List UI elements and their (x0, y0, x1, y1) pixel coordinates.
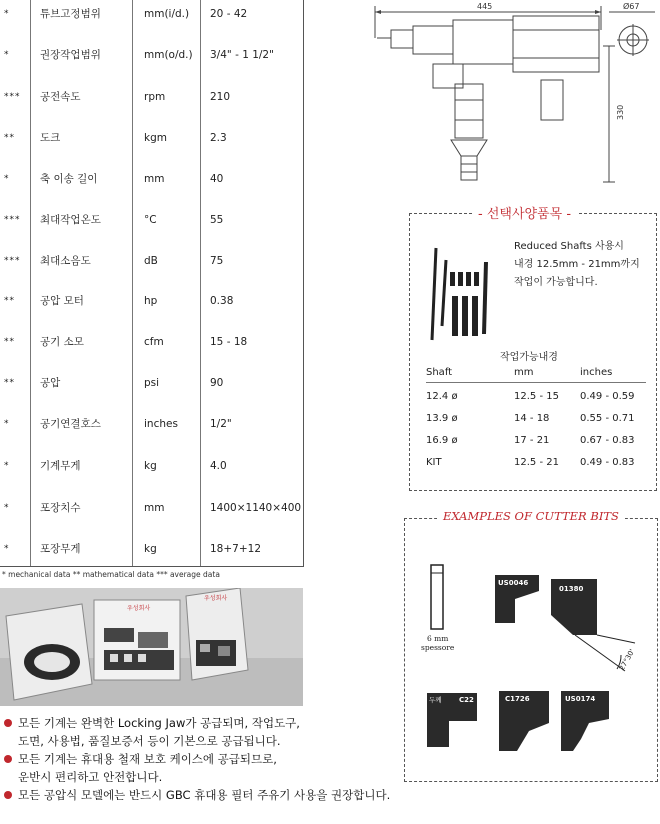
spec-stars: *** (4, 256, 21, 266)
technical-drawing (365, 0, 660, 190)
spec-name: 공전속도 (40, 91, 81, 103)
spec-name: 공기 소모 (40, 336, 84, 348)
spec-name: 포장치수 (40, 502, 81, 514)
cell-inches: 0.55 - 0.71 (580, 413, 635, 424)
spec-name: 공압 모터 (40, 295, 84, 307)
spec-row (0, 251, 303, 271)
spec-stars: ** (4, 378, 15, 388)
cell-shaft: 16.9 ø (426, 435, 458, 446)
spec-value: 0.38 (210, 295, 234, 307)
header-divider (426, 382, 646, 383)
spec-row (0, 291, 303, 311)
spec-unit: psi (144, 377, 160, 389)
spec-value: 18+7+12 (210, 543, 261, 555)
bullet-dot-icon (4, 755, 12, 763)
spec-row (0, 210, 303, 230)
width-dimension: 445 (477, 2, 493, 11)
cutter-bit-6mm (431, 565, 443, 629)
cutter-bits-box (404, 509, 658, 782)
spec-name: 공기연결호스 (40, 418, 101, 430)
bullet-dot-icon (4, 719, 12, 727)
column-divider (200, 0, 201, 566)
spec-stars: * (4, 419, 10, 429)
spec-stars: * (4, 9, 10, 19)
data-legend: * mechanical data ** mathematical data *** average data (2, 570, 220, 579)
bit-code-label: C22 (459, 696, 474, 704)
cell-inches: 0.49 - 0.59 (580, 391, 635, 402)
bit-angle-label: 27°30' (617, 647, 637, 672)
bit-code-label: C1726 (505, 695, 530, 703)
spec-unit: kgm (144, 132, 167, 144)
spec-value: 15 - 18 (210, 336, 248, 348)
spec-unit: hp (144, 295, 158, 307)
product-photo (0, 588, 303, 706)
desc-line: 내경 12.5mm - 21mm까지 (514, 259, 640, 270)
bullet-text: 모든 공압식 모델에는 반드시 GBC 휴대용 필터 주유기 사용을 권장합니다. (18, 788, 391, 802)
bullet-text: 모든 기계는 휴대용 철재 보호 케이스에 공급되므로, (18, 752, 277, 766)
spec-stars: * (4, 461, 10, 471)
cell-mm: 17 - 21 (514, 435, 550, 446)
spec-stars: * (4, 50, 10, 60)
spec-name: 축 이송 길이 (40, 173, 98, 185)
spec-unit: mm (144, 173, 165, 185)
table-row (426, 388, 646, 406)
spec-unit: dB (144, 255, 158, 267)
spec-value: 210 (210, 91, 231, 103)
spec-stars: ** (4, 296, 15, 306)
spec-value: 55 (210, 214, 224, 226)
cell-inches: 0.49 - 0.83 (580, 457, 635, 468)
bullet-text: 모든 기계는 완벽한 Locking Jaw가 공급되며, 작업도구, (18, 716, 300, 730)
bullet-dot-icon (4, 791, 12, 799)
spec-value: 20 - 42 (210, 8, 248, 20)
desc-line: Reduced Shafts 사용시 (514, 241, 624, 252)
diameter-dimension: Ø67 (623, 2, 640, 11)
spec-row (0, 373, 303, 393)
spec-unit: rpm (144, 91, 166, 103)
title-dash: - (478, 207, 487, 222)
reduced-shafts-image (428, 242, 510, 342)
spec-stars: ** (4, 337, 15, 347)
spec-unit: °C (144, 214, 157, 226)
header-mm: mm (514, 367, 534, 378)
spec-name: 최대소음도 (40, 255, 91, 267)
options-box (409, 207, 657, 491)
bit-code-label: 01380 (559, 585, 584, 593)
height-dimension: 330 (616, 104, 625, 120)
spec-stars: * (4, 174, 10, 184)
cell-shaft: 12.4 ø (426, 391, 458, 402)
spec-unit: mm (144, 502, 165, 514)
spec-row (0, 539, 303, 559)
bit-code-label: US0046 (498, 579, 529, 587)
bit-code-label: US0174 (565, 695, 596, 703)
spec-stars: * (4, 503, 10, 513)
spec-row (0, 45, 303, 65)
cell-inches: 0.67 - 0.83 (580, 435, 635, 446)
spec-unit: kg (144, 460, 157, 472)
spec-value: 40 (210, 173, 224, 185)
bullet-text: 운반시 편리하고 안전합니다. (18, 770, 163, 784)
spec-name: 도크 (40, 132, 61, 144)
spec-value: 2.3 (210, 132, 227, 144)
spec-value: 1/2" (210, 418, 232, 430)
spec-table (0, 0, 304, 567)
cell-mm: 14 - 18 (514, 413, 550, 424)
bit-thickness-caption: spessore (421, 643, 455, 652)
spec-name: 기계무게 (40, 460, 81, 472)
desc-line: 작업이 가능합니다. (514, 277, 598, 288)
spec-unit: mm(i/d.) (144, 8, 190, 20)
spec-stars: ** (4, 133, 15, 143)
cell-mm: 12.5 - 21 (514, 457, 559, 468)
spec-row (0, 128, 303, 148)
spec-stars: *** (4, 92, 21, 102)
carrying-cases-image (0, 588, 303, 706)
spec-value: 1400×1140×400 (210, 502, 302, 514)
spec-name: 튜브고정범위 (40, 8, 101, 20)
spec-value: 90 (210, 377, 224, 389)
spec-unit: mm(o/d.) (144, 49, 193, 61)
case-label: 우성회사 (204, 595, 228, 602)
spec-stars: * (4, 544, 10, 554)
bit-code-label: 두께 (429, 696, 442, 704)
spec-name: 포장무게 (40, 543, 81, 555)
cell-shaft: 13.9 ø (426, 413, 458, 424)
cutter-bits-illustration (405, 519, 657, 781)
column-divider (30, 0, 31, 566)
spec-stars: *** (4, 215, 21, 225)
spec-row (0, 4, 303, 24)
spec-name: 최대작업온도 (40, 214, 101, 226)
table-header (426, 364, 646, 382)
options-title (472, 203, 577, 222)
spec-name: 권장작업범위 (40, 49, 101, 61)
bullet-text: 도면, 사용법, 품질보증서 등이 기본으로 공급됩니다. (18, 734, 281, 748)
spec-row (0, 169, 303, 189)
cutter-bits-title-text: EXAMPLES OF CUTTER BITS (443, 509, 619, 523)
options-description (514, 238, 640, 292)
shafts-table-caption: 작업가능내경 (500, 352, 558, 363)
column-divider (132, 0, 133, 566)
spec-row (0, 414, 303, 434)
spec-row (0, 87, 303, 107)
header-inches: inches (580, 367, 613, 378)
options-title-text: 선택사양품목 (486, 207, 563, 222)
spec-unit: inches (144, 418, 178, 430)
cell-mm: 12.5 - 15 (514, 391, 559, 402)
spec-unit: cfm (144, 336, 164, 348)
spec-unit: kg (144, 543, 157, 555)
header-shaft: Shaft (426, 367, 453, 378)
spec-name: 공압 (40, 377, 61, 389)
spec-value: 4.0 (210, 460, 227, 472)
table-row (426, 410, 646, 428)
spec-row (0, 332, 303, 352)
spec-row (0, 456, 303, 476)
bit-thickness-label: 6 mm (427, 634, 449, 643)
case-label: 우성회사 (127, 605, 151, 612)
cell-shaft: KIT (426, 457, 442, 468)
spec-row (0, 498, 303, 518)
bullet-item (4, 786, 654, 804)
table-row (426, 454, 646, 472)
spec-value: 3/4" - 1 1/2" (210, 49, 274, 61)
table-row (426, 432, 646, 450)
spec-value: 75 (210, 255, 224, 267)
title-dash: - (562, 207, 572, 222)
